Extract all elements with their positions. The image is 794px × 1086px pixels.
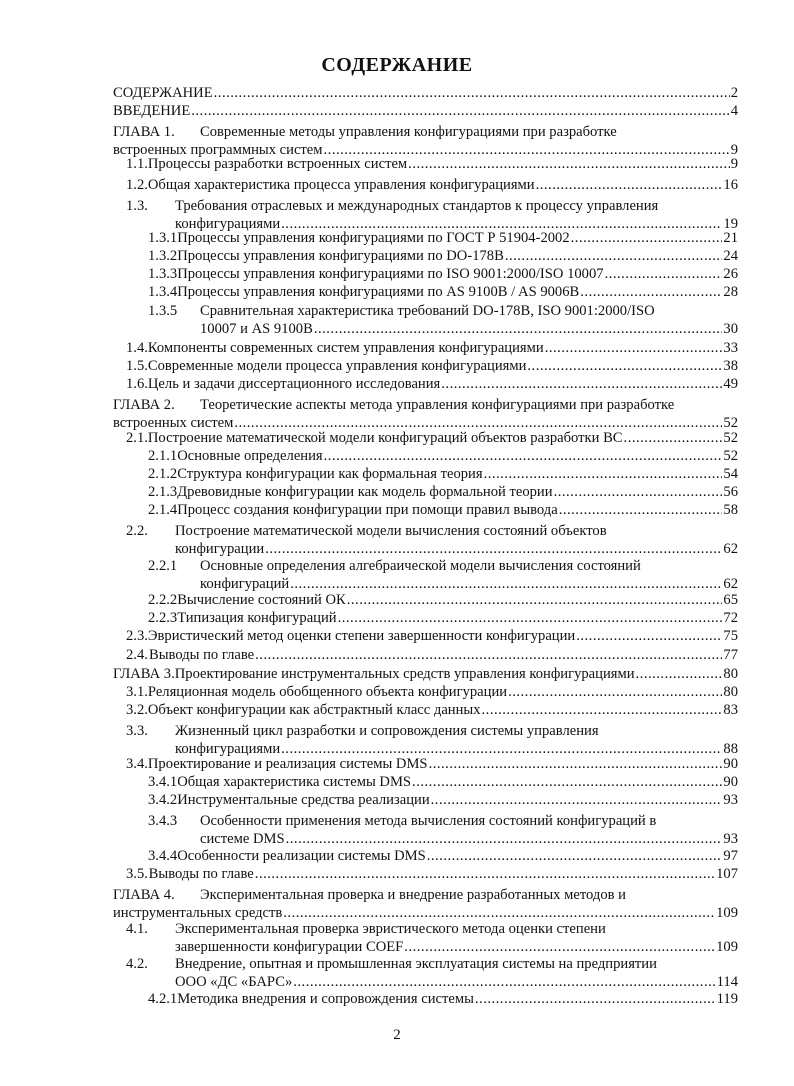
toc-text-continued: встроенных систем	[113, 415, 234, 431]
toc-entry	[148, 557, 738, 593]
toc-text: Методика внедрения и сопровождения системы	[177, 991, 474, 1007]
toc-entry	[126, 197, 738, 233]
toc-number: 2.1.	[126, 430, 148, 446]
toc-entry	[126, 155, 738, 173]
toc-page: 88	[723, 741, 738, 757]
dot-leader	[505, 247, 723, 265]
toc-page: 80	[723, 684, 738, 700]
toc-page: 28	[723, 284, 738, 300]
toc-number: ГЛАВА 4.	[113, 887, 175, 903]
toc-page: 83	[723, 702, 738, 718]
dot-leader	[347, 591, 723, 609]
dot-leader	[475, 990, 716, 1008]
toc-text: Особенности применения метода вычисления состояний конфигураций в	[200, 813, 657, 829]
toc-number: 1.3.1	[148, 230, 178, 246]
toc-text: Построение математической модели конфигураций объектов разработки ВС	[147, 430, 623, 446]
toc-text: Процессы управления конфигурациями по ГОСТ Р 51904-2002	[177, 230, 570, 246]
page-number: 2	[393, 1027, 401, 1043]
toc-text: Особенности реализации системы DMS	[177, 848, 426, 864]
toc-text: Внедрение, опытная и промышленная эксплуатация системы на предприятии	[175, 956, 657, 972]
toc-number: 3.2.	[126, 702, 148, 718]
dot-leader	[536, 176, 723, 194]
dot-leader	[338, 609, 723, 627]
toc-text: Экспериментальная проверка эвристического метода оценки степени	[175, 921, 606, 937]
dot-leader	[191, 102, 729, 120]
toc-page: 4	[730, 103, 738, 119]
toc-page: 56	[723, 484, 738, 500]
toc-entry	[126, 646, 738, 664]
toc-number: ГЛАВА 2.	[113, 397, 175, 413]
toc-entry	[148, 847, 738, 865]
toc-page: 80	[723, 666, 738, 682]
toc-entry	[148, 501, 738, 519]
toc-number: 2.1.1	[148, 448, 178, 464]
toc-number: 2.2.2	[148, 592, 178, 608]
toc-text: Выводы по главе	[149, 647, 255, 663]
toc-entry	[126, 375, 738, 393]
toc-number: 2.2.1	[148, 558, 178, 574]
toc-number: 4.2.	[126, 956, 148, 972]
toc-entry	[148, 812, 738, 848]
toc-number: ГЛАВА 3.	[113, 666, 175, 682]
toc-page: 54	[723, 466, 738, 482]
toc-number: 1.5.	[126, 358, 148, 374]
dot-leader	[214, 84, 730, 102]
dot-leader	[324, 447, 723, 465]
dot-leader	[429, 755, 723, 773]
toc-text: Общая характеристика системы DMS	[177, 774, 412, 790]
toc-number: 3.5.	[126, 866, 148, 882]
toc-number: 1.4.	[126, 340, 148, 356]
toc-number: 1.3.4	[148, 284, 178, 300]
toc-entry	[113, 886, 738, 922]
toc-text-continued: 10007 и AS 9100B	[200, 321, 313, 337]
toc-page: 97	[723, 848, 738, 864]
toc-text: Структура конфигурации как формальная теория	[177, 466, 483, 482]
toc-entry	[148, 591, 738, 609]
toc-page: 26	[723, 266, 738, 282]
toc-entry	[126, 357, 738, 375]
toc-text: Требования отраслевых и международных стандартов к процессу управления	[175, 198, 659, 214]
toc-text: Древовидные конфигурации как модель формальной теории	[177, 484, 553, 500]
toc-entry	[113, 84, 738, 102]
dot-leader	[314, 320, 723, 338]
toc-page: 49	[723, 376, 738, 392]
toc-page: 65	[723, 592, 738, 608]
toc-text: Реляционная модель обобщенного объекта конфигурации	[147, 684, 508, 700]
toc-number: 1.3.	[126, 198, 148, 214]
dot-leader	[265, 540, 722, 558]
toc-page: 62	[723, 541, 738, 557]
toc-entry	[113, 665, 738, 683]
toc-page: 24	[723, 248, 738, 264]
toc-entry	[148, 302, 738, 338]
toc-page: 33	[723, 340, 738, 356]
toc-text: Процессы управления конфигурациями по AS 9100B / AS 9006B	[177, 284, 580, 300]
toc-text: Процесс создания конфигурации при помощи правил вывода	[177, 502, 558, 518]
toc-page: 52	[723, 415, 738, 431]
toc-number: 2.1.3	[148, 484, 178, 500]
toc-number: ГЛАВА 1.	[113, 124, 175, 140]
toc-text: ВВЕДЕНИЕ	[113, 103, 191, 119]
dot-leader	[412, 773, 722, 791]
toc-number: 2.4.	[126, 647, 148, 663]
toc-page: 9	[730, 156, 738, 172]
toc-page: 52	[723, 448, 738, 464]
toc-number: 3.4.2	[148, 792, 178, 808]
toc-number: 3.1.	[126, 684, 148, 700]
toc-entry	[148, 447, 738, 465]
toc-text-continued: конфигурациями	[175, 216, 281, 232]
toc-page: 114	[716, 974, 738, 990]
toc-text-continued: встроенных программных систем	[113, 142, 323, 158]
toc-text: Общая характеристика процесса управления конфигурациями	[147, 177, 535, 193]
toc-text: Цель и задачи диссертационного исследования	[147, 376, 441, 392]
toc-entry	[148, 609, 738, 627]
toc-entry	[148, 791, 738, 809]
toc-number: 3.4.	[126, 756, 148, 772]
toc-text-continued: системе DMS	[200, 831, 285, 847]
toc-entry	[126, 683, 738, 701]
toc-page: 119	[716, 991, 738, 1007]
toc-text: Современные модели процесса управления конфигурациями	[147, 358, 527, 374]
toc-text: Процессы управления конфигурациями по ISO 9001:2000/ISO 10007	[177, 266, 604, 282]
toc-page: 2	[730, 85, 738, 101]
toc-number: 3.4.1	[148, 774, 178, 790]
toc-text: Объект конфигурации как абстрактный класс данных	[147, 702, 481, 718]
toc-entry	[126, 955, 738, 991]
toc-text: Сравнительная характеристика требований DO-178B, ISO 9001:2000/ISO	[200, 303, 655, 319]
toc-text: СОДЕРЖАНИЕ	[113, 85, 213, 101]
toc-number: 3.4.4	[148, 848, 178, 864]
toc-text: Жизненный цикл разработки и сопровождения системы управления	[175, 723, 599, 739]
toc-entry	[126, 339, 738, 357]
toc-page: 58	[723, 502, 738, 518]
toc-text: Выводы по главе	[148, 866, 254, 882]
toc-number: 2.3.	[126, 628, 148, 644]
toc-page: 38	[723, 358, 738, 374]
toc-entry	[148, 247, 738, 265]
dot-leader	[484, 465, 723, 483]
toc-text-continued: ООО «ДС «БАРС»	[175, 974, 293, 990]
toc-text: Теоретические аспекты метода управления конфигурациями при разработке	[200, 397, 675, 413]
toc-entry	[126, 755, 738, 773]
toc-text-continued: конфигураций	[200, 576, 290, 592]
toc-number: 1.3.2	[148, 248, 178, 264]
toc-entry	[126, 865, 738, 883]
dot-leader	[404, 938, 715, 956]
toc-page: 77	[723, 647, 738, 663]
dot-leader	[441, 375, 722, 393]
toc-page: 109	[716, 939, 738, 955]
toc-page: 90	[723, 774, 738, 790]
toc-number: 1.1.	[126, 156, 148, 172]
toc-text: Типизация конфигураций	[177, 610, 337, 626]
toc-page: 90	[723, 756, 738, 772]
dot-leader	[527, 357, 722, 375]
dot-leader	[636, 665, 723, 683]
toc-entry	[126, 701, 738, 719]
toc-entry	[126, 176, 738, 194]
toc-number: 2.1.2	[148, 466, 178, 482]
toc-page: 93	[723, 792, 738, 808]
toc-page: 109	[716, 905, 738, 921]
toc-text: Проектирование инструментальных средств управления конфигурациями	[174, 666, 635, 682]
toc-entry	[148, 265, 738, 283]
toc-text: Современные методы управления конфигурациями при разработке	[200, 124, 617, 140]
toc-entry	[126, 429, 738, 447]
toc-number: 4.1.	[126, 921, 148, 937]
toc-entry	[148, 283, 738, 301]
toc-number: 4.2.1	[148, 991, 178, 1007]
toc-page: 62	[723, 576, 738, 592]
toc-text: Основные определения алгебраической модели вычисления состояний	[200, 558, 641, 574]
toc-text: Инструментальные средства реализации	[177, 792, 430, 808]
toc-page: 30	[723, 321, 738, 337]
dot-leader	[408, 155, 730, 173]
toc-page: 93	[723, 831, 738, 847]
toc-number: 1.6.	[126, 376, 148, 392]
toc-number: 2.1.4	[148, 502, 178, 518]
toc-entry	[148, 773, 738, 791]
dot-leader	[431, 791, 723, 809]
dot-leader	[571, 229, 723, 247]
toc-page: 16	[723, 177, 738, 193]
toc-entry	[148, 483, 738, 501]
dot-leader	[508, 683, 722, 701]
toc-text: Компоненты современных систем управления конфигурациями	[147, 340, 544, 356]
toc-number: 1.2.	[126, 177, 148, 193]
toc-text: Построение математической модели вычисления состояний объектов	[175, 523, 607, 539]
dot-leader	[255, 646, 722, 664]
dot-leader	[624, 429, 723, 447]
dot-leader	[554, 483, 723, 501]
dot-leader	[559, 501, 723, 519]
dot-leader	[605, 265, 723, 283]
toc-text: Проектирование и реализация системы DMS	[147, 756, 428, 772]
dot-leader	[576, 627, 722, 645]
toc-number: 3.4.3	[148, 813, 178, 829]
toc-text: Основные определения	[177, 448, 323, 464]
dot-leader	[293, 973, 715, 991]
toc-number: 1.3.3	[148, 266, 178, 282]
toc-page: 52	[723, 430, 738, 446]
toc-entry	[126, 522, 738, 558]
dot-leader	[580, 283, 722, 301]
toc-number: 1.3.5	[148, 303, 178, 319]
toc-entry	[113, 396, 738, 432]
toc-text-continued: конфигурациями	[175, 741, 281, 757]
toc-text-continued: конфигурации	[175, 541, 265, 557]
toc-entry	[113, 102, 738, 120]
toc-entry	[126, 920, 738, 956]
toc-text-continued: завершенности конфигурации COEF	[175, 939, 404, 955]
toc-entry	[113, 123, 738, 159]
toc-text: Процессы разработки встроенных систем	[147, 156, 408, 172]
dot-leader	[427, 847, 723, 865]
toc-page: 75	[723, 628, 738, 644]
toc-entry	[148, 229, 738, 247]
toc-number: 2.2.3	[148, 610, 178, 626]
toc-entry	[148, 465, 738, 483]
toc-text-continued: инструментальных средств	[113, 905, 283, 921]
toc-page: 107	[716, 866, 738, 882]
toc-text: Экспериментальная проверка и внедрение разработанных методов и	[200, 887, 626, 903]
toc-page: 9	[730, 142, 738, 158]
dot-leader	[545, 339, 723, 357]
toc-page: 21	[723, 230, 738, 246]
toc-page: 19	[723, 216, 738, 232]
toc-text: Вычисление состояний ОК	[177, 592, 346, 608]
toc-page: 72	[723, 610, 738, 626]
toc-text: Процессы управления конфигурациями по DO-178B	[177, 248, 504, 264]
toc-number: 2.2.	[126, 523, 148, 539]
toc-entry	[126, 722, 738, 758]
toc-number: 3.3.	[126, 723, 148, 739]
dot-leader	[255, 865, 715, 883]
toc-entry	[126, 627, 738, 645]
dot-leader	[286, 830, 723, 848]
dot-leader	[482, 701, 723, 719]
page-title: СОДЕРЖАНИЕ	[321, 54, 473, 76]
toc-text: Эвристический метод оценки степени завершенности конфигурации	[147, 628, 576, 644]
toc-entry	[148, 990, 738, 1008]
